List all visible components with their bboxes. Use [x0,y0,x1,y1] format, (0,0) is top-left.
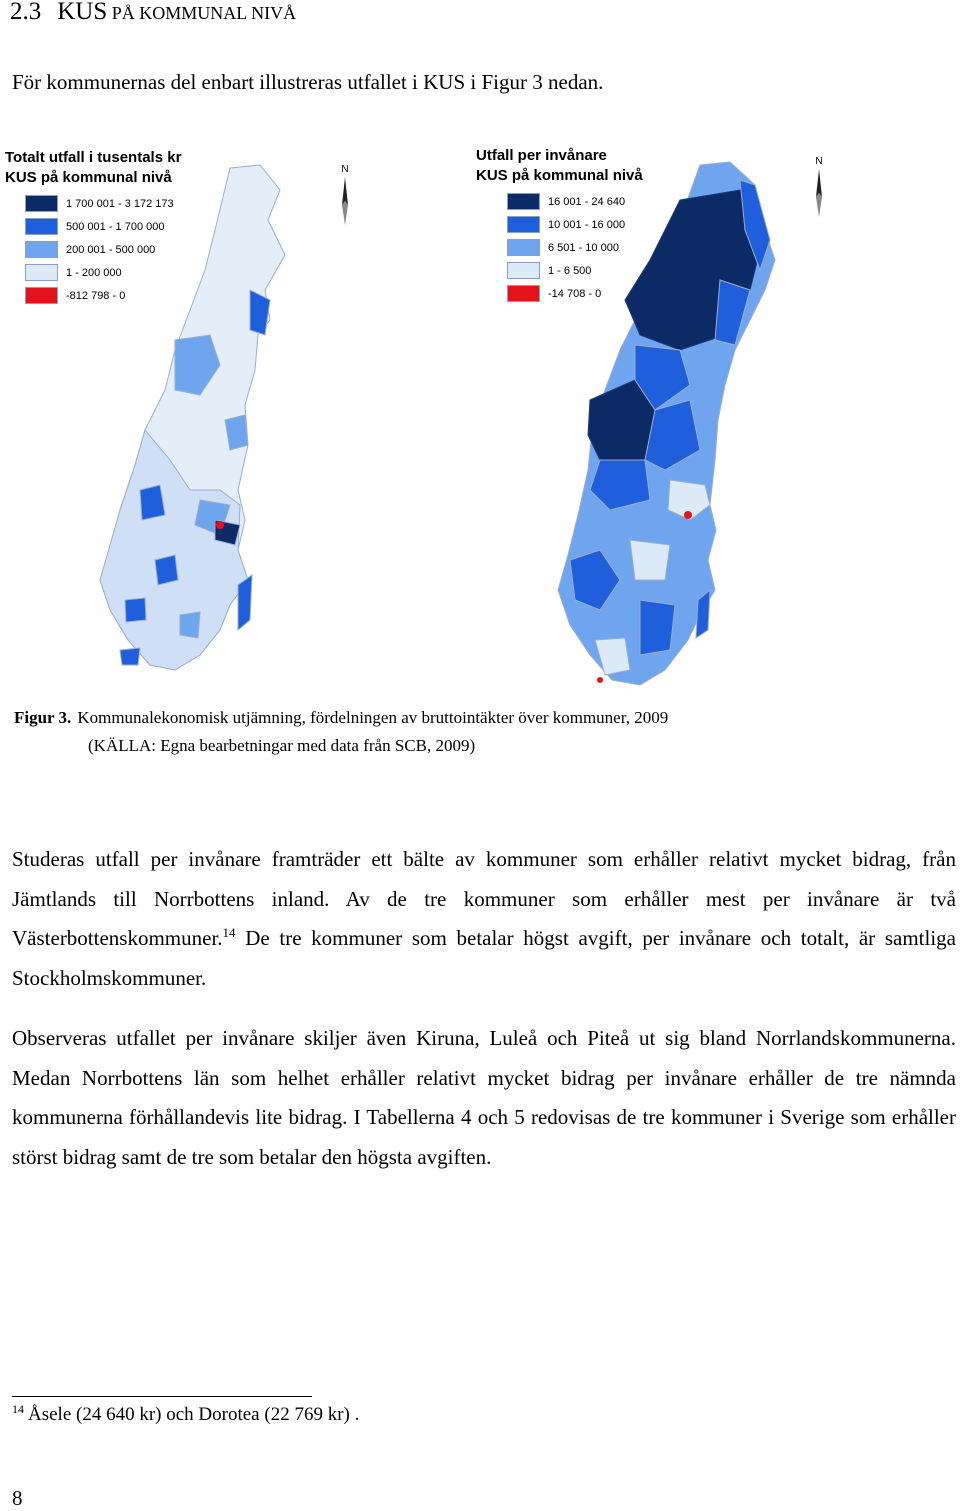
legend-swatch [507,239,540,256]
legend-swatch [507,193,540,210]
footnote-reference[interactable]: 14 [222,925,236,941]
right-map-title-line2: KUS på kommunal nivå [476,167,643,184]
legend-swatch [507,262,540,279]
legend-label: 16 001 - 24 640 [548,195,626,208]
paragraph-1-text-before: Studeras utfall per invånare framträder ett bälte av kommuner som erhåller relativt mycket bidrag, från Jämtlands till Norrbottens inland. Av de tre kommuner som erhåller mest per invånare är två Västerbottenskommuner. [12,847,956,951]
left-sweden-map [80,160,340,680]
paragraph-2: Observeras utfallet per invånare skiljer även Kiruna, Luleå och Piteå ut sig bland Norrlandskommunerna. Medan Norrbottens län som helhet erhåller relativt mycket bidrag per invånare erhåller de tre nämnda kommunerna förhållandevis lite bidrag. I Tabellerna 4 och 5 redovisas de tre kommuner i Sverige som erhåller störst bidrag samt de tre som betalar den högsta avgiften. [12,1026,956,1169]
north-label: N [815,156,823,167]
caption-line1: Kommunalekonomisk utjämning, fördelningen av bruttointäkter över kommuner, 2009 [77,708,669,727]
legend-label: -812 798 - 0 [66,289,126,302]
footnote [12,1401,360,1426]
caption-label: Figur 3. [14,708,72,727]
legend-swatch [25,287,58,304]
legend-label: -14 708 - 0 [548,287,602,300]
legend-label: 1 - 6 500 [548,264,592,277]
legend-label: 10 001 - 16 000 [548,218,626,231]
right-north-arrow [811,156,827,224]
legend-label: 500 001 - 1 700 000 [66,220,165,233]
north-label: N [341,164,349,175]
section-title-main: KUS [57,0,108,25]
legend-swatch [25,241,58,258]
right-sweden-map [540,160,790,695]
section-number: 2.3 [10,0,42,25]
legend-swatch [25,195,58,212]
footnote-divider [12,1396,312,1397]
legend-label: 6 501 - 10 000 [548,241,619,254]
paragraph-1-text-after: De tre kommuner som betalar högst avgift, per invånare och totalt, är samtliga Stockholmskommuner. [12,926,956,990]
legend-swatch [507,285,540,302]
legend-swatch [507,216,540,233]
legend-label: 1 - 200 000 [66,266,122,279]
right-map-title-line1: Utfall per invånare [476,147,607,164]
page-number: 8 [12,1486,23,1510]
legend-label: 200 001 - 500 000 [66,243,156,256]
left-map-title-line2: KUS på kommunal nivå [5,169,172,186]
footnote-text: Åsele (24 640 kr) och Dorotea (22 769 kr) . [28,1404,360,1425]
footnote-number: 14 [12,1401,24,1416]
north-arrow-icon [811,167,827,219]
section-heading [10,0,296,26]
figure-3 [0,140,960,700]
legend-swatch [25,264,58,281]
paragraph-1 [12,840,956,998]
caption-line2: (KÄLLA: Egna bearbetningar med data från SCB, 2009) [88,736,476,755]
figure-caption [14,704,944,760]
left-map-title-line1: Totalt utfall i tusentals kr [5,149,182,166]
legend-label: 1 700 001 - 3 172 173 [66,197,174,210]
section-title-rest: PÅ KOMMUNAL NIVÅ [107,3,297,23]
intro-paragraph: För kommunernas del enbart illustreras utfallet i KUS i Figur 3 nedan. [12,70,604,94]
legend-swatch [25,218,58,235]
